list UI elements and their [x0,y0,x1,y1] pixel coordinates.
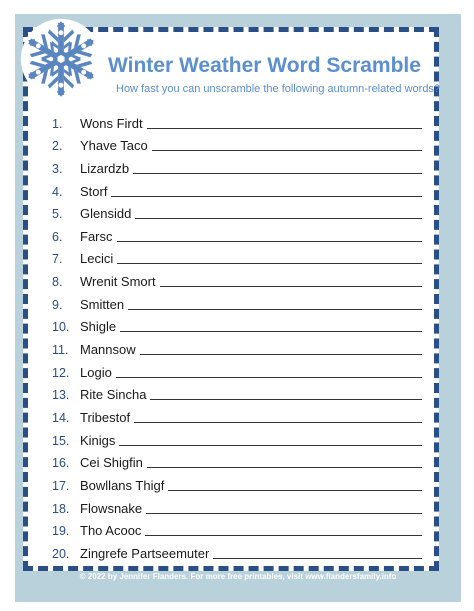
item-number: 13. [52,388,70,403]
scrambled-word: Storf [80,183,108,199]
item-number: 19. [52,524,70,539]
answer-line[interactable] [146,512,422,514]
item-number: 16. [52,456,70,471]
item-number: 6. [52,229,63,244]
scrambled-word: Smitten [80,296,125,312]
list-item [52,336,422,359]
answer-line[interactable] [119,444,422,446]
list-item [52,450,422,473]
answer-line[interactable] [133,172,422,174]
item-number: 1. [52,116,63,131]
scrambled-word: Wons Firdt [80,115,143,131]
item-number: 10. [52,320,70,335]
answer-line[interactable] [111,195,422,197]
list-item [52,427,422,450]
answer-line[interactable] [140,353,422,355]
item-number: 4. [52,184,63,199]
answer-line[interactable] [116,376,422,378]
item-number: 3. [52,161,63,176]
item-number: 14. [52,410,70,425]
scrambled-word: Cei Shigfin [80,455,143,471]
scrambled-word: Wrenit Smort [80,274,156,290]
item-number: 15. [52,433,70,448]
answer-line[interactable] [152,149,422,151]
scrambled-word: Farsc [80,228,113,244]
item-number: 20. [52,546,70,561]
list-item [52,223,422,246]
scrambled-word: Mannsow [80,342,136,358]
answer-line[interactable] [134,421,422,423]
scrambled-word: Flowsnake [80,500,143,516]
scrambled-word: Lecici [80,251,114,267]
list-item [52,495,422,518]
list-item [52,246,422,269]
answer-line[interactable] [147,127,422,129]
list-item [52,201,422,224]
item-number: 2. [52,139,63,154]
list-item [52,133,422,156]
item-number: 9. [52,297,63,312]
answer-line[interactable] [135,217,422,219]
item-number: 8. [52,275,63,290]
scrambled-word: Shigle [80,319,117,335]
scrambled-word: Bowllans Thigf [80,477,165,493]
list-item [52,472,422,495]
answer-line[interactable] [117,240,423,242]
scrambled-word: Yhave Taco [80,138,148,154]
answer-line[interactable] [168,489,422,491]
scramble-list [52,110,422,563]
scrambled-word: Tho Acooc [80,523,142,539]
answer-line[interactable] [147,466,422,468]
answer-line[interactable] [128,308,422,310]
worksheet-subtitle: How fast you can unscramble the following autumn-related words? [116,83,441,95]
list-item [52,540,422,563]
scrambled-word: Kinigs [80,432,116,448]
answer-line[interactable] [145,534,422,536]
item-number: 5. [52,207,63,222]
list-item [52,110,422,133]
item-number: 11. [52,343,69,358]
answer-line[interactable] [213,557,422,559]
item-number: 7. [52,252,63,267]
snowflake-icon [20,18,102,100]
list-item [52,291,422,314]
worksheet-title: Winter Weather Word Scramble [108,54,421,77]
scrambled-word: Glensidd [80,206,132,222]
scrambled-word: Rite Sincha [80,387,147,403]
item-number: 18. [52,501,70,516]
answer-line[interactable] [117,262,422,264]
answer-line[interactable] [120,330,422,332]
scrambled-word: Tribestof [80,409,131,425]
list-item [52,518,422,541]
list-item [52,314,422,337]
scrambled-word: Lizardzb [80,160,130,176]
scrambled-word: Logio [80,364,112,380]
answer-line[interactable] [160,285,422,287]
list-item [52,382,422,405]
list-item [52,268,422,291]
copyright-footer: © 2022 by Jennifer Flanders. For more free printables, visit www.flandersfamily.info [79,572,397,581]
item-number: 12. [52,365,70,380]
list-item [52,155,422,178]
answer-line[interactable] [150,398,422,400]
list-item [52,178,422,201]
scrambled-word: Zingrefe Partseemuter [80,545,210,561]
list-item [52,404,422,427]
item-number: 17. [52,478,70,493]
list-item [52,359,422,382]
